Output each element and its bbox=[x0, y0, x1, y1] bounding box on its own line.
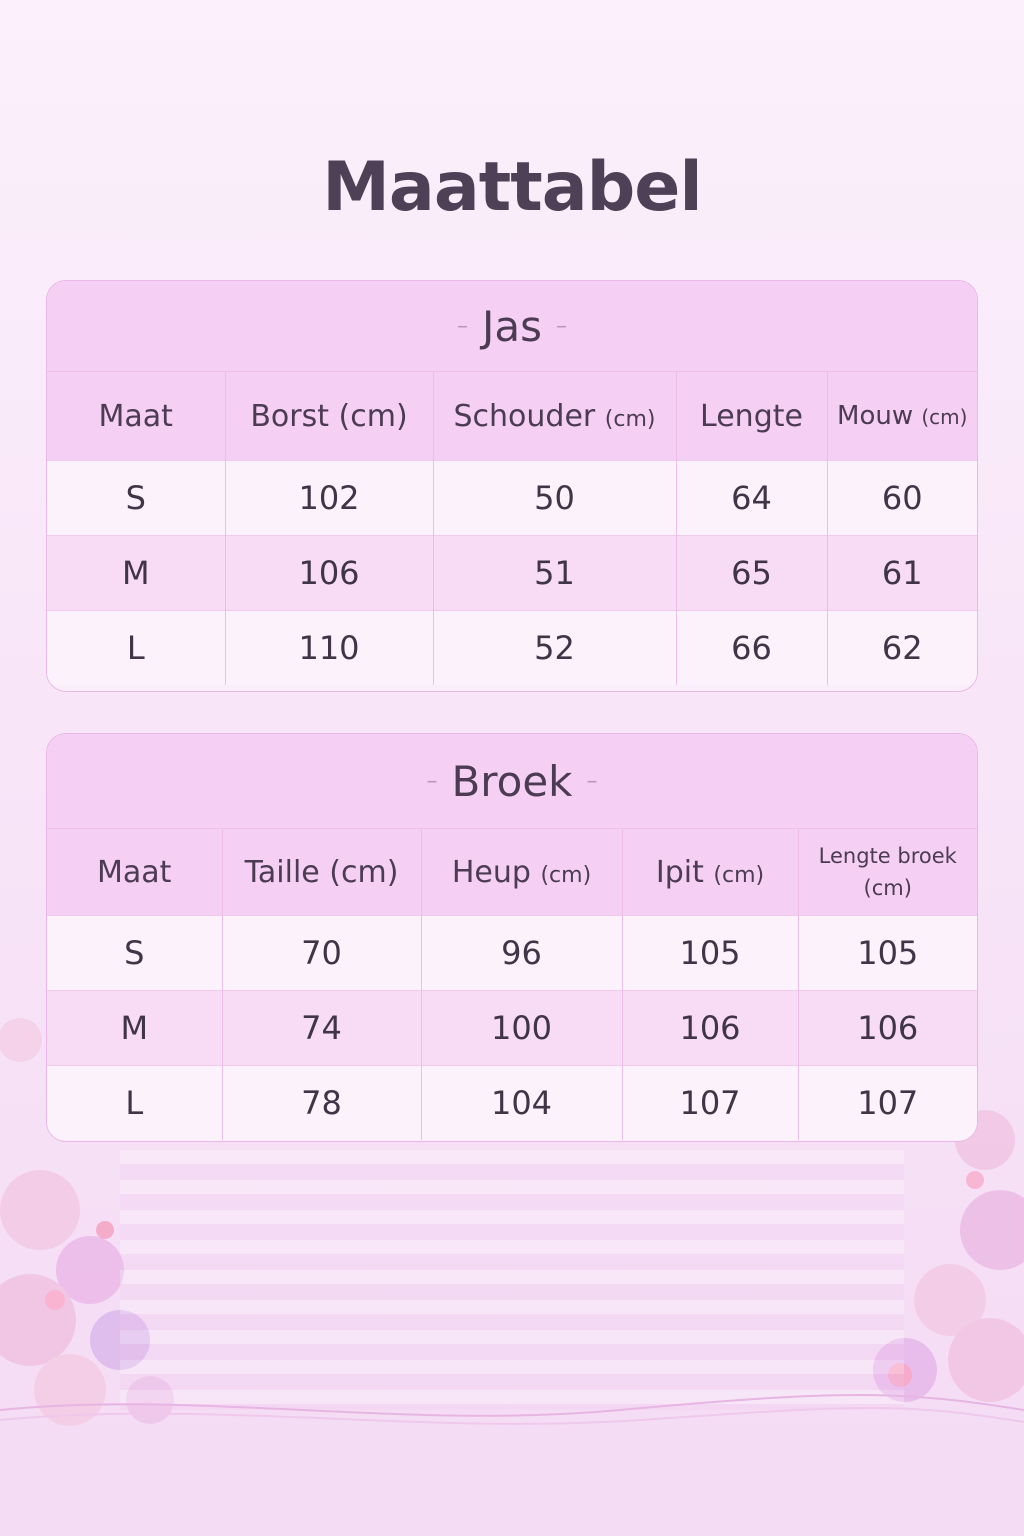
table-row bbox=[47, 461, 977, 536]
table-cell: 106 bbox=[798, 991, 977, 1066]
column-header: Heup (cm) bbox=[421, 829, 622, 916]
table-cell: 105 bbox=[622, 916, 798, 991]
table-cell: 104 bbox=[421, 1066, 622, 1141]
table-row bbox=[47, 1066, 977, 1141]
column-header: Schouder (cm) bbox=[433, 372, 676, 461]
table-cell: 106 bbox=[622, 991, 798, 1066]
table-cell: 64 bbox=[676, 461, 827, 536]
dash-decoration-icon: – bbox=[426, 768, 438, 794]
column-header: Lengte broek (cm) bbox=[798, 829, 977, 916]
table-cell: 105 bbox=[798, 916, 977, 991]
table-cell: 110 bbox=[225, 611, 433, 686]
trousers-size-table bbox=[46, 733, 978, 1142]
jacket-table-header bbox=[47, 281, 977, 372]
table-cell: 50 bbox=[433, 461, 676, 536]
trousers-table-header bbox=[47, 734, 977, 829]
table-cell: 65 bbox=[676, 536, 827, 611]
trousers-table bbox=[47, 829, 977, 1140]
table-cell: 62 bbox=[827, 611, 977, 686]
size-cell: L bbox=[47, 611, 225, 686]
jacket-table bbox=[47, 372, 977, 685]
dash-decoration-icon: – bbox=[586, 768, 598, 794]
size-cell: S bbox=[47, 916, 222, 991]
table-cell: 66 bbox=[676, 611, 827, 686]
jacket-size-table bbox=[46, 280, 978, 692]
column-header: Lengte bbox=[676, 372, 827, 461]
column-header: Taille (cm) bbox=[222, 829, 421, 916]
table-cell: 96 bbox=[421, 916, 622, 991]
table-cell: 78 bbox=[222, 1066, 421, 1141]
size-cell: M bbox=[47, 536, 225, 611]
table-cell: 60 bbox=[827, 461, 977, 536]
column-header: Ipit (cm) bbox=[622, 829, 798, 916]
size-cell: S bbox=[47, 461, 225, 536]
table-cell: 102 bbox=[225, 461, 433, 536]
dash-decoration-icon: – bbox=[556, 313, 567, 339]
dash-decoration-icon: – bbox=[456, 313, 468, 339]
table-cell: 107 bbox=[622, 1066, 798, 1141]
size-cell: L bbox=[47, 1066, 222, 1141]
column-header: Maat bbox=[47, 829, 222, 916]
table-header-row bbox=[47, 829, 977, 916]
table-header-row bbox=[47, 372, 977, 461]
page-title: Maattabel bbox=[322, 148, 702, 227]
striped-background bbox=[120, 1150, 904, 1410]
table-cell: 100 bbox=[421, 991, 622, 1066]
table-row bbox=[47, 916, 977, 991]
table-cell: 61 bbox=[827, 536, 977, 611]
table-cell: 52 bbox=[433, 611, 676, 686]
column-header: Maat bbox=[47, 372, 225, 461]
table-cell: 106 bbox=[225, 536, 433, 611]
table-cell: 74 bbox=[222, 991, 421, 1066]
table-cell: 107 bbox=[798, 1066, 977, 1141]
table-cell: 51 bbox=[433, 536, 676, 611]
column-header: Borst (cm) bbox=[225, 372, 433, 461]
jacket-table-title: Jas bbox=[481, 301, 542, 351]
table-row bbox=[47, 536, 977, 611]
table-row bbox=[47, 991, 977, 1066]
table-row bbox=[47, 611, 977, 686]
trousers-table-title: Broek bbox=[451, 756, 573, 806]
wave-decoration bbox=[0, 1380, 1024, 1440]
table-cell: 70 bbox=[222, 916, 421, 991]
size-cell: M bbox=[47, 991, 222, 1066]
column-header: Mouw (cm) bbox=[827, 372, 977, 461]
